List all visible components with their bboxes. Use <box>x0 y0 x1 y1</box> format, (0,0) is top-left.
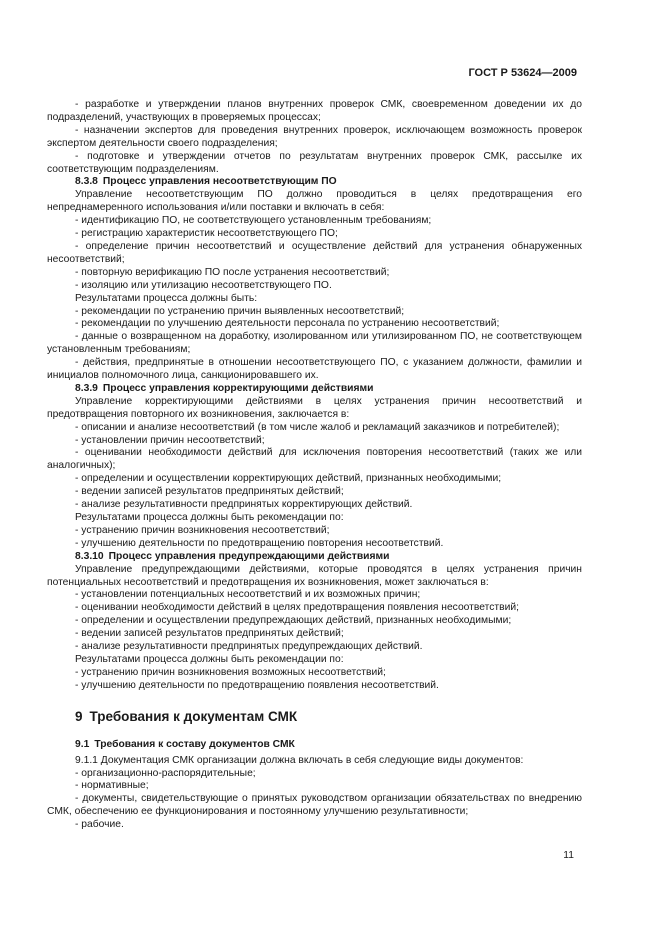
paragraph: - рабочие. <box>75 819 124 831</box>
paragraph: - анализе результативности предпринятых корректирующих действий. <box>75 499 413 511</box>
paragraph: Управление несоответствующим ПО должно проводиться в целях предотвращения его непреднамеренного использования и/или поставки и включать в себя: <box>47 189 582 214</box>
paragraph: - действия, предпринятые в отношении несоответствующего ПО, с указанием должности, фамилии и инициалов полномочного лица, санкционировавшего их. <box>47 357 582 382</box>
heading-number: 9.1 <box>75 738 90 750</box>
paragraph: - рекомендации по устранению причин выявленных несоответствий; <box>75 305 405 317</box>
page-number: 11 <box>563 850 574 861</box>
heading-number: 8.3.10 <box>75 550 104 562</box>
paragraph: - данные о возвращенном на доработку, изолированном или утилизированном ПО, не соответствующем установленным требованиям; <box>47 331 582 356</box>
paragraph: - определении и осуществлении предупреждающих действий, признанных необходимыми; <box>75 615 512 627</box>
paragraph: - разработке и утверждении планов внутренних проверок СМК, своевременном доведении их до подразделений, участвующих в проверяемых процессах; <box>47 99 582 123</box>
paragraph: - установлении причин несоответствий; <box>75 434 265 446</box>
paragraph: - документы, свидетельствующие о принятых руководством организации обязательствах по внедрению СМК, обеспечению ее функционирования и постоянному улучшению результативности; <box>47 793 582 818</box>
paragraph: - назначении экспертов для проведения внутренних проверок, исключающем возможность проверок экспертом деятельности своего подразделения; <box>47 124 582 149</box>
paragraph: - описании и анализе несоответствий (в том числе жалоб и рекламаций заказчиков и потребителей); <box>75 421 560 433</box>
paragraph: - изоляцию или утилизацию несоответствующего ПО. <box>75 279 332 291</box>
paragraph: - оценивании необходимости действий в целях предотвращения появления несоответствий; <box>75 602 519 614</box>
paragraph: Управление корректирующими действиями в целях устранения причин несоответствий и предотвращения повторного их возникновения, заключается в: <box>47 395 582 420</box>
paragraph: - рекомендации по улучшению деятельности персонала по устранению несоответствий; <box>75 318 500 330</box>
heading-number: 8.3.8 <box>75 176 98 188</box>
paragraph: - улучшению деятельности по предотвращению появления несоответствий. <box>75 679 439 691</box>
heading-text: Процесс управления корректирующими действиями <box>102 382 374 394</box>
paragraph: - анализе результативности предпринятых предупреждающих действий. <box>75 641 423 653</box>
paragraph: - повторную верификацию ПО после устранения несоответствий; <box>75 266 390 278</box>
section-heading <box>47 709 582 725</box>
paragraph: - определение причин несоответствий и осуществление действий для устранения обнаруженных несоответствий; <box>47 240 582 265</box>
paragraph: - организационно-распорядительные; <box>75 767 256 779</box>
paragraph: - установлении потенциальных несоответствий и их возможных причин; <box>75 589 421 601</box>
paragraph: - оценивании необходимости действий для исключения повторения несоответствий (таких же или аналогичных); <box>47 447 582 472</box>
paragraph: - ведении записей результатов предпринятых действий; <box>75 628 344 640</box>
paragraph: - регистрацию характеристик несоответствующего ПО; <box>75 228 338 240</box>
heading-text: Требования к документам СМК <box>89 708 298 724</box>
document-id: ГОСТ Р 53624—2009 <box>468 67 577 79</box>
paragraph: - улучшению деятельности по предотвращению повторения несоответствий. <box>75 537 444 549</box>
document-body <box>47 99 582 832</box>
heading-number: 9 <box>75 708 83 724</box>
clause-heading <box>47 176 582 189</box>
paragraph: 9.1.1 Документация СМК организации должна включать в себя следующие виды документов: <box>75 754 524 766</box>
paragraph: - нормативные; <box>75 780 149 792</box>
heading-text: Процесс управления несоответствующим ПО <box>102 176 337 188</box>
clause-heading <box>47 383 582 396</box>
paragraph: - подготовке и утверждении отчетов по результатам внутренних проверок СМК, рассылке их соответствующим подразделениям. <box>47 150 582 175</box>
subsection-heading <box>47 739 582 752</box>
paragraph: - определении и осуществлении корректирующих действий, признанных необходимыми; <box>75 473 502 485</box>
paragraph: - ведении записей результатов предпринятых действий; <box>75 486 344 498</box>
paragraph: - устранению причин возникновения возможных несоответствий; <box>75 666 386 678</box>
heading-text: Требования к составу документов СМК <box>94 738 295 750</box>
paragraph: Результатами процесса должны быть рекомендации по: <box>75 512 344 523</box>
clause-heading <box>47 551 582 564</box>
paragraph: Управление предупреждающими действиями, которые проводятся в целях устранения причин потенциальных несоответствий и предотвращения их возникновения, может заключаться в: <box>47 563 582 588</box>
heading-number: 8.3.9 <box>75 382 98 394</box>
paragraph: Результатами процесса должны быть рекомендации по: <box>75 653 344 665</box>
paragraph: - устранению причин возникновения несоответствий; <box>75 524 330 536</box>
heading-text: Процесс управления предупреждающими действиями <box>108 550 390 562</box>
paragraph: - идентификацию ПО, не соответствующего установленным требованиям; <box>75 215 432 227</box>
paragraph: Результатами процесса должны быть: <box>75 292 258 304</box>
